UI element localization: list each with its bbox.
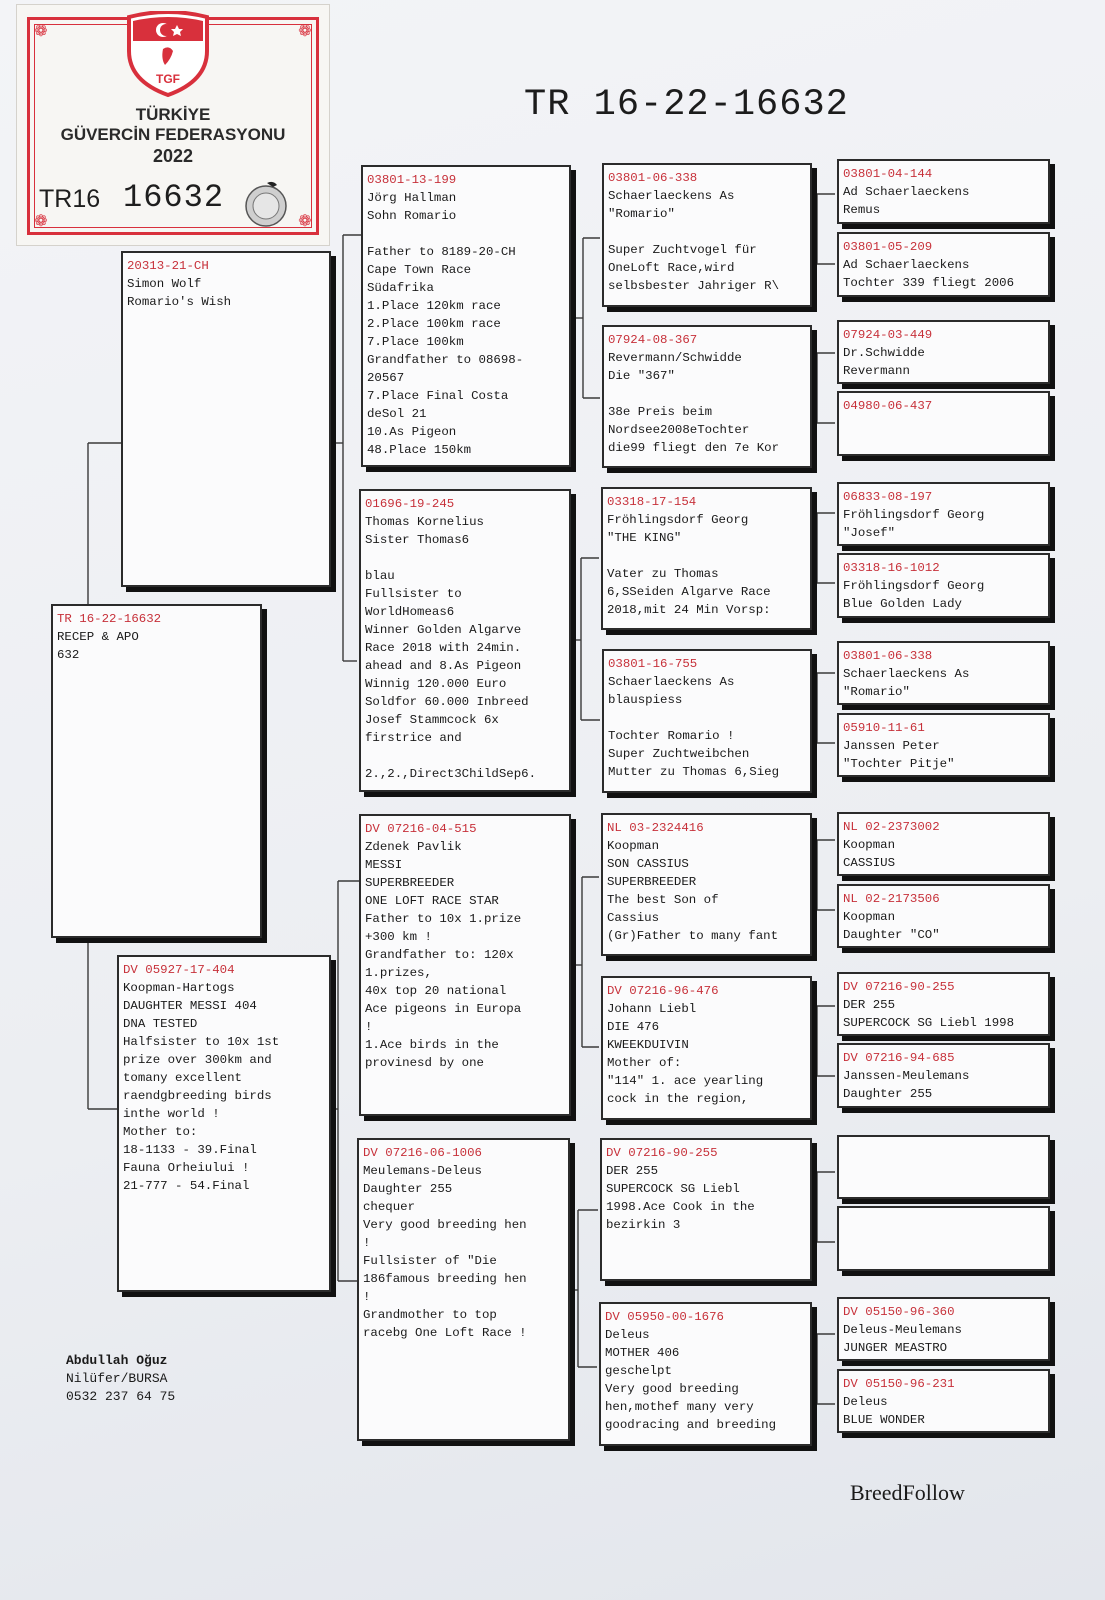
brand-logo: BreedFollow xyxy=(850,1480,965,1505)
corner-ornament-icon: ❁ xyxy=(298,211,312,230)
pigeon-info-line: SUPERBREEDER xyxy=(365,876,455,890)
pigeon-info-line: Fröhlingsdorf Georg xyxy=(843,508,985,522)
pigeon-info-line: 7.Place 100km xyxy=(367,335,464,349)
pigeon-info-line: Fröhlingsdorf Georg xyxy=(843,579,985,593)
pigeon-info-line: WorldHomeas6 xyxy=(365,605,455,619)
pigeon-info-line: Koopman xyxy=(607,839,660,853)
pigeon-info-line: blau xyxy=(365,569,395,583)
pigeon-info-line: Deleus-Meulemans xyxy=(843,1323,962,1337)
pigeon-card-g11[interactable] xyxy=(837,972,1050,1036)
pigeon-info-line: geschelpt xyxy=(605,1364,672,1378)
pigeon-info-line: Vater zu Thomas xyxy=(607,567,719,581)
pigeon-info-line: CASSIUS xyxy=(843,856,896,870)
pigeon-card-g6[interactable] xyxy=(837,553,1050,618)
ring-number: DV 07216-94-685 xyxy=(843,1051,955,1065)
pigeon-card-g5[interactable] xyxy=(837,482,1050,546)
pigeon-info-line: firstrice and xyxy=(365,731,462,745)
stamp-line2: GÜVERCİN FEDERASYONU xyxy=(60,125,286,144)
pigeon-info-line: 632 xyxy=(57,648,80,662)
ring-number: DV 05150-96-360 xyxy=(843,1305,955,1319)
pigeon-card-mmf[interactable] xyxy=(600,1138,812,1281)
pigeon-info-line: inthe world ! xyxy=(123,1107,220,1121)
ring-number: DV 07216-90-255 xyxy=(843,980,955,994)
pigeon-info-line: Cassius xyxy=(607,911,660,925)
pigeon-info-line: "THE KING" xyxy=(607,531,682,545)
ring-number: 03801-06-338 xyxy=(608,171,698,185)
pigeon-info-line: DER 255 xyxy=(843,998,896,1012)
pigeon-info-line: Koopman-Hartogs xyxy=(123,981,235,995)
pigeon-info-line: 2018,mit 24 Min Vorsp: xyxy=(607,603,771,617)
pigeon-info-line: "Romario" xyxy=(843,685,910,699)
pigeon-info-line: ahead and 8.As Pigeon xyxy=(365,659,522,673)
ring-number: NL 02-2173506 xyxy=(843,892,940,906)
pigeon-info-line: chequer xyxy=(363,1200,416,1214)
pigeon-info-line: "Tochter Pitje" xyxy=(843,757,955,771)
pigeon-info-line: Thomas Kornelius xyxy=(365,515,484,529)
pigeon-card-mother[interactable] xyxy=(117,955,331,1292)
pigeon-info-line: prize over 300km and xyxy=(123,1053,272,1067)
pigeon-info-line: Grandmother to top xyxy=(363,1308,497,1322)
pigeon-info-line: BLUE WONDER xyxy=(843,1413,925,1427)
pigeon-info-line: KWEEKDUIVIN xyxy=(607,1038,689,1052)
ring-number: 01696-19-245 xyxy=(365,497,455,511)
corner-ornament-icon: ❁ xyxy=(34,21,48,40)
pigeon-info-line: Halfsister to 10x 1st xyxy=(123,1035,280,1049)
pigeon-info-line: Koopman xyxy=(843,838,896,852)
pigeon-info-line: 2.,2.,Direct3ChildSep6. xyxy=(365,767,537,781)
pedigree-title: TR 16-22-16632 xyxy=(524,84,849,126)
pigeon-info-line: Race 2018 with 24min. xyxy=(365,641,522,655)
pigeon-card-g10[interactable] xyxy=(837,884,1050,948)
pigeon-card-g7[interactable] xyxy=(837,641,1050,705)
stamp-ring-prefix: TR16 xyxy=(39,185,101,213)
pigeon-card-mmm[interactable] xyxy=(599,1302,812,1446)
pigeon-card-ffm[interactable] xyxy=(602,325,812,468)
pigeon-info-line: Johann Liebl xyxy=(607,1002,697,1016)
pigeon-info-line: Schaerlaeckens As xyxy=(608,675,735,689)
pigeon-info-line: Grandfather to: 120x xyxy=(365,948,514,962)
ring-number: 03801-13-199 xyxy=(367,173,457,187)
pigeon-info-line: Daughter "CO" xyxy=(843,928,940,942)
pigeon-info-line: Very good breeding xyxy=(605,1382,739,1396)
pigeon-info-line: goodracing and breeding xyxy=(605,1418,777,1432)
pigeon-info-line: Koopman xyxy=(843,910,896,924)
pigeon-card-ff[interactable] xyxy=(361,165,571,467)
pigeon-info-line xyxy=(608,223,806,241)
pigeon-info-line: blauspiess xyxy=(608,693,683,707)
pigeon-info-line: Schaerlaeckens As xyxy=(608,189,735,203)
pigeon-info-line: 6,SSeiden Algarve Race xyxy=(607,585,771,599)
pigeon-info-line: Sister Thomas6 xyxy=(365,533,470,547)
pigeon-info-line: Winnig 120.000 Euro xyxy=(365,677,507,691)
ring-number: 03801-06-338 xyxy=(843,649,933,663)
pigeon-info-line: 1.Place 120km race xyxy=(367,299,501,313)
pigeon-card-g16[interactable] xyxy=(837,1369,1050,1433)
pigeon-info-line: RECEP & APO xyxy=(57,630,139,644)
pigeon-card-fmm[interactable] xyxy=(602,649,812,793)
pigeon-info-line: cock in the region, xyxy=(607,1092,749,1106)
pigeon-info-line: 1.Ace birds in the xyxy=(365,1038,499,1052)
pigeon-card-g12[interactable] xyxy=(837,1043,1050,1108)
pigeon-info-line: Blue Golden Lady xyxy=(843,597,962,611)
pigeon-info-line: Zdenek Pavlik xyxy=(365,840,462,854)
ring-number: DV 05150-96-231 xyxy=(843,1377,955,1391)
pigeon-info-line: Winner Golden Algarve xyxy=(365,623,522,637)
pigeon-card-mf[interactable] xyxy=(359,814,571,1116)
pigeon-info-line: Fröhlingsdorf Georg xyxy=(607,513,749,527)
ring-number: 03801-04-144 xyxy=(843,167,933,181)
pigeon-info-line: 1998.Ace Cook in the xyxy=(606,1200,755,1214)
pigeon-info-line: SUPERBREEDER xyxy=(607,875,697,889)
ring-number: 03801-16-755 xyxy=(608,657,698,671)
pigeon-info-line: DER 255 xyxy=(606,1164,659,1178)
ring-number: 04980-06-437 xyxy=(843,399,933,413)
pigeon-info-line xyxy=(607,547,806,565)
pigeon-info-line: Janssen-Meulemans xyxy=(843,1069,970,1083)
pigeon-info-line: SUPERCOCK SG Liebl xyxy=(606,1182,740,1196)
pigeon-info-line: raendgbreeding birds xyxy=(123,1089,272,1103)
ring-number: 20313-21-CH xyxy=(127,259,209,273)
ring-number: 07924-03-449 xyxy=(843,328,933,342)
pigeon-info-line xyxy=(608,385,806,403)
pigeon-info-line: hen,mothef many very xyxy=(605,1400,754,1414)
pigeon-card-mm[interactable] xyxy=(357,1138,570,1441)
breeder-city: Nilüfer/BURSA xyxy=(66,1371,168,1386)
pigeon-info-line: Revermann/Schwidde xyxy=(608,351,742,365)
pigeon-info-line: Mother to: xyxy=(123,1125,198,1139)
pigeon-info-line: OneLoft Race,wird xyxy=(608,261,735,275)
pigeon-card-g13[interactable] xyxy=(837,1135,1050,1199)
pigeon-info-line: Cape Town Race xyxy=(367,263,472,277)
pigeon-info-line: 38e Preis beim xyxy=(608,405,713,419)
pigeon-info-line: Father to 8189-20-CH xyxy=(367,245,516,259)
pigeon-info-line: Soldfor 60.000 Inbreed xyxy=(365,695,529,709)
pigeon-card-g2[interactable] xyxy=(837,232,1050,297)
pigeon-info-line: DAUGHTER MESSI 404 xyxy=(123,999,257,1013)
pigeon-card-g9[interactable] xyxy=(837,812,1050,876)
ring-number: 06833-08-197 xyxy=(843,490,933,504)
pigeon-info-line: 21-777 - 54.Final xyxy=(123,1179,250,1193)
ring-number: DV 07216-04-515 xyxy=(365,822,477,836)
pigeon-info-line: ! xyxy=(365,1020,373,1034)
pigeon-info-line: Deleus xyxy=(843,1395,888,1409)
pigeon-card-fff[interactable] xyxy=(602,163,812,307)
pigeon-info-line: Father to 10x 1.prize xyxy=(365,912,522,926)
pigeon-info-line: "Romario" xyxy=(608,207,675,221)
pigeon-info-line: Schaerlaeckens As xyxy=(843,667,970,681)
pigeon-info-line: Mother of: xyxy=(607,1056,682,1070)
stamp-ring-number: 16632 xyxy=(123,179,225,216)
pigeon-info-line: 1.prizes, xyxy=(365,966,432,980)
pigeon-info-line: Fullsister of "Die xyxy=(363,1254,497,1268)
pigeon-info-line: Jörg Hallman xyxy=(367,191,457,205)
pigeon-info-line: Revermann xyxy=(843,364,910,378)
pigeon-card-subject[interactable] xyxy=(51,604,262,938)
corner-ornament-icon: ❁ xyxy=(34,211,48,230)
pigeon-info-line: Tochter Romario ! xyxy=(608,729,735,743)
pigeon-info-line: 18-1133 - 39.Final xyxy=(123,1143,257,1157)
pigeon-card-g8[interactable] xyxy=(837,713,1050,777)
pigeon-info-line: Nordsee2008eTochter xyxy=(608,423,750,437)
pigeon-info-line: Ad Schaerlaeckens xyxy=(843,258,970,272)
pigeon-info-line xyxy=(365,747,565,765)
pigeon-info-line: 20567 xyxy=(367,371,405,385)
pigeon-info-line: ! xyxy=(363,1236,371,1250)
pigeon-info-line: Fullsister to xyxy=(365,587,462,601)
pigeon-info-line: ONE LOFT RACE STAR xyxy=(365,894,499,908)
pigeon-info-line: Ad Schaerlaeckens xyxy=(843,185,970,199)
pigeon-info-line: Sohn Romario xyxy=(367,209,457,223)
pigeon-info-line: die99 fliegt den 7e Kor xyxy=(608,441,780,455)
pigeon-info-line: tomany excellent xyxy=(123,1071,242,1085)
pigeon-info-line: 10.As Pigeon xyxy=(367,425,457,439)
ring-number: 03801-05-209 xyxy=(843,240,933,254)
pigeon-card-mff[interactable] xyxy=(601,813,812,956)
ring-number: DV 07216-90-255 xyxy=(606,1146,718,1160)
pigeon-info-line: bezirkin 3 xyxy=(606,1218,681,1232)
seal-icon xyxy=(237,179,295,229)
corner-ornament-icon: ❁ xyxy=(298,21,312,40)
breeder-name: Abdullah Oğuz xyxy=(66,1353,168,1368)
ring-number: 07924-08-367 xyxy=(608,333,698,347)
pigeon-info-line: deSol 21 xyxy=(367,407,427,421)
pigeon-card-g14[interactable] xyxy=(837,1206,1050,1271)
pigeon-info-line: ! xyxy=(363,1290,371,1304)
pigeon-info-line: Romario's Wish xyxy=(127,295,232,309)
pigeon-info-line: Meulemans-Deleus xyxy=(363,1164,482,1178)
pigeon-info-line: "Josef" xyxy=(843,526,896,540)
pigeon-info-line: 7.Place Final Costa xyxy=(367,389,509,403)
ring-number: TR 16-22-16632 xyxy=(57,612,162,626)
pigeon-info-line: Dr.Schwidde xyxy=(843,346,925,360)
stamp-year: 2022 xyxy=(152,146,194,166)
pigeon-info-line: Super Zuchtvogel für xyxy=(608,243,757,257)
pigeon-card-g15[interactable] xyxy=(837,1297,1050,1361)
pigeon-info-line: Josef Stammcock 6x xyxy=(365,713,499,727)
pigeon-info-line: Ace pigeons in Europa xyxy=(365,1002,522,1016)
ring-number: 03318-16-1012 xyxy=(843,561,940,575)
pigeon-info-line: "114" 1. ace yearling xyxy=(607,1074,764,1088)
pigeon-info-line: +300 km ! xyxy=(365,930,432,944)
ring-number: 05910-11-61 xyxy=(843,721,925,735)
pigeon-info-line: Daughter 255 xyxy=(363,1182,453,1196)
pigeon-info-line: selbsbester Jahriger R\ xyxy=(608,279,780,293)
ring-number: DV 05927-17-404 xyxy=(123,963,235,977)
pigeon-card-g1[interactable] xyxy=(837,159,1050,224)
pigeon-info-line: Remus xyxy=(843,203,881,217)
pigeon-info-line: 2.Place 100km race xyxy=(367,317,501,331)
pigeon-info-line: The best Son of xyxy=(607,893,719,907)
pigeon-info-line: Janssen Peter xyxy=(843,739,940,753)
pigeon-info-line xyxy=(608,709,806,727)
pigeon-info-line: Fauna Orheiului ! xyxy=(123,1161,250,1175)
pigeon-info-line: Die "367" xyxy=(608,369,675,383)
pigeon-info-line: Deleus xyxy=(605,1328,650,1342)
logo-text: TGF xyxy=(156,72,180,86)
breeder-phone: 0532 237 64 75 xyxy=(66,1389,176,1404)
federation-stamp xyxy=(16,4,330,246)
pigeon-info-line: (Gr)Father to many fant xyxy=(607,929,779,943)
pigeon-info-line: DNA TESTED xyxy=(123,1017,198,1031)
pigeon-info-line: MOTHER 406 xyxy=(605,1346,680,1360)
pigeon-info-line: provinesd by one xyxy=(365,1056,484,1070)
pigeon-info-line: Very good breeding hen xyxy=(363,1218,527,1232)
pigeon-card-fm[interactable] xyxy=(359,489,571,792)
pigeon-card-mfm[interactable] xyxy=(601,976,812,1120)
pigeon-info-line: MESSI xyxy=(365,858,403,872)
breeder-info xyxy=(66,1352,175,1406)
pigeon-info-line: 48.Place 150km xyxy=(367,443,472,457)
pigeon-info-line: DIE 476 xyxy=(607,1020,660,1034)
pigeon-info-line: JUNGER MEASTRO xyxy=(843,1341,948,1355)
pigeon-info-line xyxy=(365,549,565,567)
pigeon-info-line: racebg One Loft Race ! xyxy=(363,1326,527,1340)
pigeon-info-line: SON CASSIUS xyxy=(607,857,689,871)
pigeon-info-line: Mutter zu Thomas 6,Sieg xyxy=(608,765,780,779)
pigeon-info-line: Grandfather to 08698- xyxy=(367,353,524,367)
stamp-line1: TÜRKİYE xyxy=(135,105,211,124)
pigeon-info-line: Tochter 339 fliegt 2006 xyxy=(843,276,1015,290)
ring-number: NL 03-2324416 xyxy=(607,821,704,835)
pigeon-card-g4[interactable] xyxy=(837,391,1050,456)
pigeon-card-g3[interactable] xyxy=(837,320,1050,384)
ring-number: DV 07216-96-476 xyxy=(607,984,719,998)
ring-number: 03318-17-154 xyxy=(607,495,697,509)
federation-logo-icon xyxy=(123,11,213,97)
pigeon-info-line: Daughter 255 xyxy=(843,1087,933,1101)
ring-number: DV 05950-00-1676 xyxy=(605,1310,724,1324)
ring-number: DV 07216-06-1006 xyxy=(363,1146,482,1160)
pigeon-info-line: SUPERCOCK SG Liebl 1998 xyxy=(843,1016,1015,1030)
pigeon-info-line: Südafrika xyxy=(367,281,434,295)
pigeon-info-line: Simon Wolf xyxy=(127,277,202,291)
pigeon-card-father[interactable] xyxy=(121,251,331,587)
pigeon-info-line: Super Zuchtweibchen xyxy=(608,747,750,761)
pigeon-info-line xyxy=(367,225,565,243)
pigeon-info-line: 186famous breeding hen xyxy=(363,1272,527,1286)
ring-number: NL 02-2373002 xyxy=(843,820,940,834)
pigeon-info-line: 40x top 20 national xyxy=(365,984,507,998)
pigeon-card-fmf[interactable] xyxy=(601,487,812,630)
